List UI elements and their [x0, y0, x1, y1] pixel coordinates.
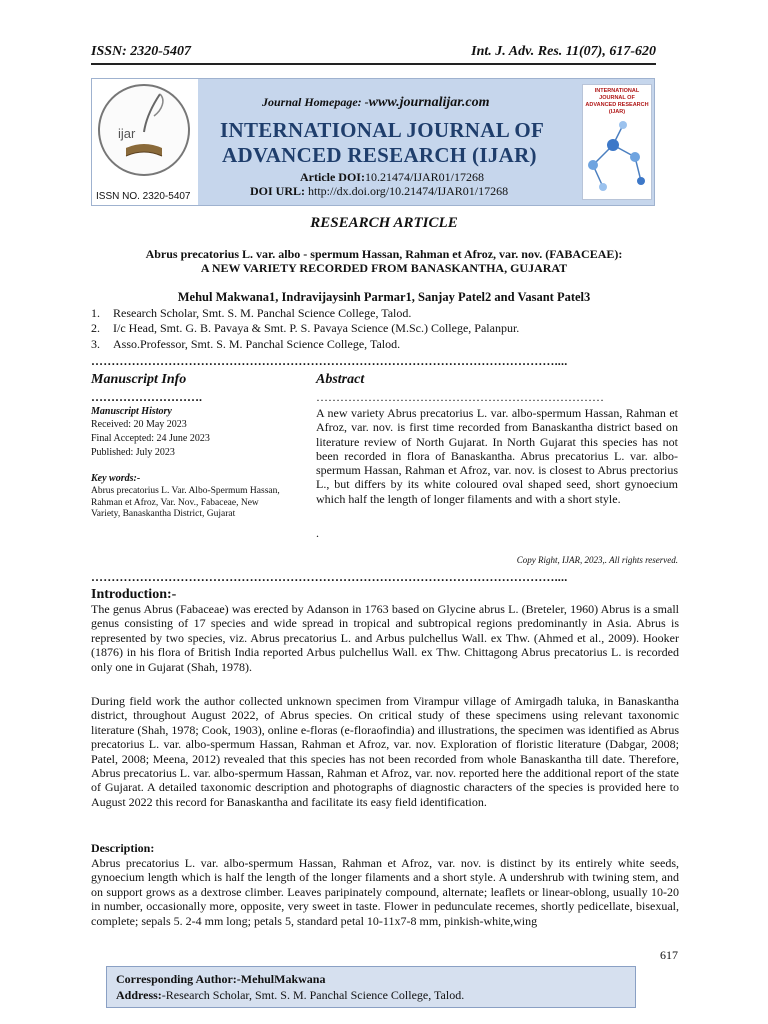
abstract-dots: ………………………………………………………………: [316, 390, 604, 404]
keywords-text: Abrus precatorius L. Var. Albo-Spermum Hassan, Rahman et Afroz, Var. Nov., Fabaceae, New Variety, Banaskantha District, Gujarat: [91, 486, 280, 519]
affiliation-2: 2. I/c Head, Smt. G. B. Pavaya & Smt. P. S. Pavaya Science (M.Sc.) College, Palanpur.: [91, 321, 520, 335]
article-doi: [300, 170, 484, 185]
journal-logo-icon: [98, 84, 190, 176]
issn-header: ISSN: 2320-5407: [91, 44, 191, 59]
page-number: 617: [660, 948, 678, 962]
author-list: Mehul Makwana1, Indravijaysinh Parmar1, Sanjay Patel2 and Vasant Patel3: [177, 290, 591, 304]
journal-title-line2: ADVANCED RESEARCH (IJAR): [222, 143, 537, 167]
citation-header: Int. J. Adv. Res. 11(07), 617-620: [471, 44, 656, 59]
separator-top: ……………………………………………………………………………………………………....: [91, 354, 568, 368]
keywords-heading: Key words:-: [91, 473, 141, 484]
separator-bottom: ……………………………………………………………………………………………………....: [91, 570, 568, 584]
received-date: Received: 20 May 2023: [91, 419, 187, 430]
abstract-text: A new variety Abrus precatorius L. var. albo-spermum Hassan, Rahman et Afroz, var. nov. is first time recorded from Banaskantha district based on literature review of North Gujarat. In North Gujarat this species has not been recorded in flora of Banaskantha. Abrus precatorius L. var. albo-spermum Hassan, Rahman et Afroz, var. nov. is closest to Abrus prectorius L., but differs by its white coloured oval shaped seed, short gynoecium which half the length of longer filaments and with a short style.: [316, 406, 678, 506]
history-heading: Manuscript History: [91, 406, 172, 417]
affiliation-3: 3. Asso.Professor, Smt. S. M. Panchal Science College, Talod.: [91, 337, 401, 351]
address-value: -Research Scholar, Smt. S. M. Panchal Science College, Talod.: [161, 988, 465, 1002]
journal-homepage: [262, 95, 490, 111]
description-heading: Description:: [91, 841, 155, 855]
introduction-paragraph-1: The genus Abrus (Fabaceae) was erected by Adanson in 1763 based on Glycine abrus L. (Breteler, 1960) Abrus is a small genus consisting of 17 species and wide spread in tropical and subtropical regions predominantly in Asia. Abrus is represented by two species, viz. Abrus precatorius L. and Arbus pulchellus Wall. ex Thw. (Ahmed et al., 2009). Hooker (1876) in his flora of British India reported Arbus pulchellus Wall. ex Thw. Chittagong Abrus precatorius L. is recorded only one in Gujarat (Shah, 1978).: [91, 602, 679, 674]
cover-journal-title: INTERNATIONAL JOURNAL OF ADVANCED RESEARCH (IJAR): [585, 88, 649, 115]
accepted-date: Final Accepted: 24 June 2023: [91, 433, 210, 444]
introduction-paragraph-2: During field work the author collected unknown specimen from Virampur village of Amirgadh taluka, in Banaskantha district, throughout August 2022, of Abrus species. On critical study of these specimens using relevant taxonomic literature (Shah, 1978; Cook, 1903), online e-floras (e-floraofindia) and illustrations, the specimen was identified as Abrus precatorius L. var. albo-spermum Hassan, Rahman et Afroz, var. nov. Exploration of floristic literature (Dabgar, 2008; Patel, 2008; Meena, 2012) revealed that this species has not been recorded from whole Banaskantha till date. Therefore, Abrus precatorius L. var. albo-spermum Hassan, Rahman et Afroz, var. nov. reported here the additional report of the state of Gujarat. A detailed taxonomic description and photographs of diagnostic characters of the species is provided here to August 2022 this record for Banaskantha and facilitate its easy field identification.: [91, 694, 679, 809]
doi-url-link[interactable]: http://dx.doi.org/10.21474/IJAR01/17268: [308, 184, 509, 198]
doi-url: [250, 184, 508, 199]
quill-book-icon: [100, 86, 188, 174]
affiliation-1: 1. Research Scholar, Smt. S. M. Panchal Science College, Talod.: [91, 306, 412, 320]
url-label: DOI URL:: [250, 184, 309, 198]
corresponding-author: Corresponding Author:-MehulMakwana: [116, 972, 326, 986]
abstract-heading: Abstract: [316, 372, 365, 387]
article-title-line1: Abrus precatorius L. var. albo - spermum Hassan, Rahman et Afroz, var. nov. (FABACEAE):: [145, 247, 623, 261]
doi-label: Article DOI:: [300, 170, 365, 184]
abstract-end-mark: .: [316, 526, 319, 540]
logo-text: ijar: [118, 126, 136, 141]
doi-value: 10.21474/IJAR01/17268: [364, 170, 484, 184]
header-rule: [91, 63, 656, 65]
homepage-link[interactable]: www.journalijar.com: [368, 95, 490, 110]
article-type: RESEARCH ARTICLE: [310, 215, 458, 231]
homepage-label: Journal Homepage: -: [262, 95, 369, 109]
journal-title-line1: INTERNATIONAL JOURNAL OF: [220, 118, 545, 142]
article-title-line2: A NEW VARIETY RECORDED FROM BANASKANTHA, GUJARAT: [200, 261, 568, 275]
published-date: Published: July 2023: [91, 447, 175, 458]
author-address: [116, 988, 464, 1003]
introduction-heading: Introduction:-: [91, 587, 177, 602]
copyright-notice: Copy Right, IJAR, 2023,. All rights reserved.: [516, 555, 678, 565]
address-label: Address:: [116, 988, 162, 1002]
logo-issn: ISSN NO. 2320-5407: [96, 191, 191, 202]
manuscript-info-dots: ……………………….: [91, 390, 202, 404]
manuscript-info-heading: Manuscript Info: [91, 372, 187, 387]
description-paragraph: Abrus precatorius L. var. albo-spermum Hassan, Rahman et Afroz, var. nov. is distinct by its entirely white seeds, gynoecium length which is half the length of the longer filaments and a short style. A undershrub with twining stem, and on support grows as a dextrose climber. Leaves paripinately compound, alternate; leaflets or linear-oblong, usually 10-20 in number, occasionally more, opposite, very sweet in taste. Flower in pedunculate recemes, shortly pedicellate, bisexual, complete; sepals 5. 2-4 mm long; petals 5, standard petal 10-11x7-8 mm, pinkish-white,wing: [91, 856, 679, 928]
